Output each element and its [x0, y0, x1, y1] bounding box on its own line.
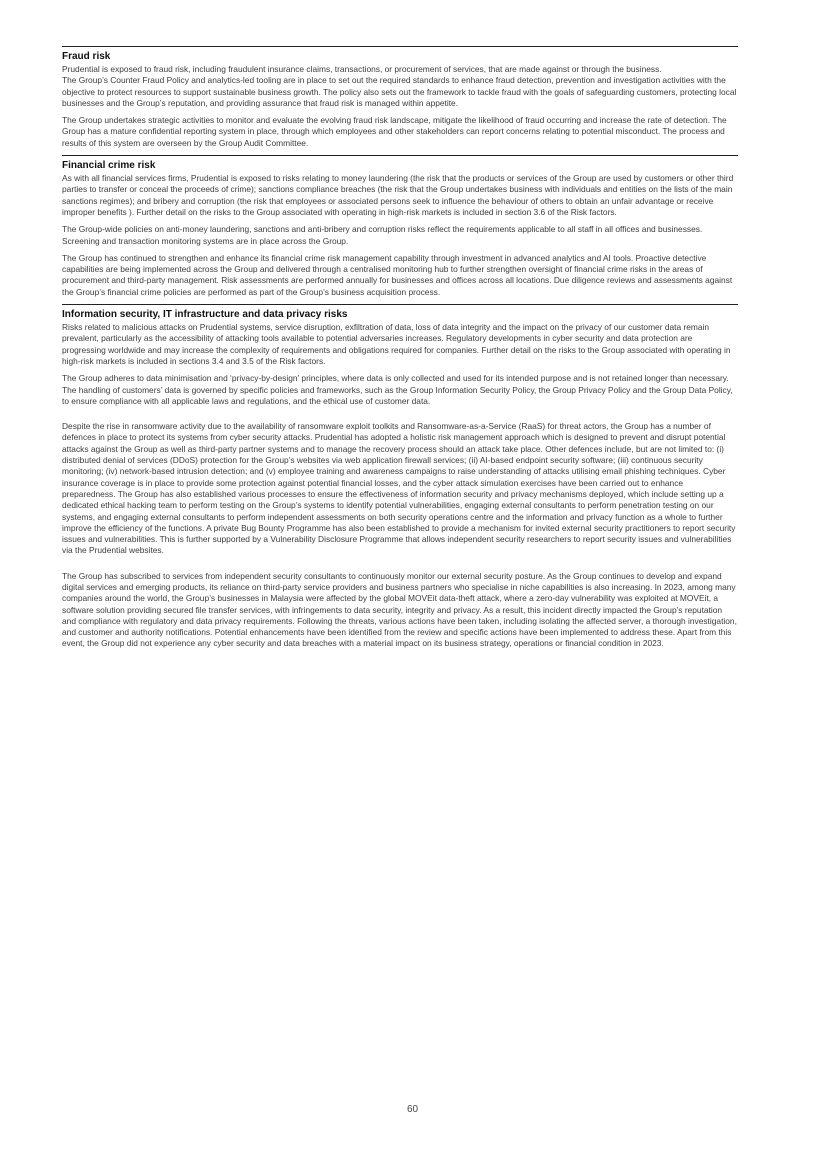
- paragraph: Despite the rise in ransomware activity due to the availability of ransomware exploit toolkits and Ransomware-as-a-Service (RaaS) for threat actors, the Group has a number of defences in place to protect its systems from cyber security attacks. Prudential has adopted a holistic risk management approach which is designed to prevent and disrupt potential attacks against the Group as well as third-party partner systems and to manage the recovery process should an attack take place. Other defences include, but are not limited to: (i) distributed denial of services (DDoS) protection for the Group’s websites via web application firewall services; (ii) AI-based endpoint security software; (iii) continuous security monitoring; (iv) network-based intrusion detection; and (v) employee training and awareness campaigns to raise understanding of attacks utilising email phishing techniques. Cyber insurance coverage is in place to provide some protection against potential financial losses, and the cyber attack simulation exercises have been carried out to enhance preparedness. The Group has also established various processes to ensure the effectiveness of information security and privacy mechanisms deployed, which include setting up a dedicated ethical hacking team to perform testing on the Group’s systems to identify potential vulnerabilities, engaging external consultants to perform penetration testing on our systems, and engaging external consultants to perform independent assessments on both security operations centre and the information and privacy function as a whole to further improve the efficiency of the functions. A private Bug Bounty Programme has also been established to provide a mechanism for invited external security practitioners to report security issues and vulnerabilities. This is further supported by a Vulnerability Disclosure Programme that allows independent security researchers to report security issues and vulnerabilities via the Prudential websites.: [62, 421, 736, 556]
- information-security-risk-section: [62, 304, 738, 650]
- paragraph: Risks related to malicious attacks on Prudential systems, service disruption, exfiltration of data, loss of data integrity and the impact on the privacy of our customer data remain prevalent, particularly as the accessibility of attacking tools available to potential adversaries increases. Regulatory developments in cyber security and data protection are progressing worldwide and may increase the complexity of requirements and obligations required for companies. Further detail on the risks to the Group associated with operating in high-risk markets is included in sections 3.4 and 3.5 of the Risk factors.: [62, 322, 731, 366]
- section-heading: Fraud risk: [62, 51, 111, 62]
- paragraph: Prudential is exposed to fraud risk, including fraudulent insurance claims, transactions, or procurement of services, that are made against or through the business.: [62, 64, 662, 74]
- paragraph: The Group has continued to strengthen and enhance its financial crime risk management capability through investment in advanced analytics and AI tools. Proactive detective capabilities are being implemented across the Group and delivered through a centralised monitoring hub to further strengthen oversight of financial crime risks in the areas of procurement and third-party management. Risk assessments are performed annually for businesses and offices across all locations. Due diligence reviews and assessments against the Group’s financial crime policies are performed as part of the Group’s business acquisition process.: [62, 252, 733, 297]
- financial-crime-risk-section: [62, 155, 738, 298]
- fraud-risk-section: [62, 46, 738, 149]
- page-content: [62, 46, 738, 656]
- spacer: [62, 413, 738, 421]
- paragraph: The Group-wide policies on anti-money laundering, sanctions and anti-bribery and corruption risks reflect the requirements applicable to all staff in all offices and businesses. Screening and transaction monitoring systems are in place across the Group.: [62, 224, 703, 246]
- page-number: 60: [406, 1104, 419, 1115]
- section-heading: Financial crime risk: [62, 160, 156, 172]
- section-heading: Information security, IT infrastructure and data privacy risks: [62, 309, 348, 321]
- paragraph: The Group has subscribed to services from independent security consultants to continuously monitor our external security posture. As the Group continues to develop and expand digital services and emerging products, its reliance on third-party service providers and business partners who specialise in niche capabilities is also increasing. In 2023, among many companies around the world, the Group’s businesses in Malaysia were affected by the global MOVEit data-theft attack, where a zero-day vulnerability was exploited at MOVEit, a software solution providing secured file transfer services, with infringements to data security, integrity and privacy. As a result, this incident directly impacted the Group’s reputation and compliance with regulatory and data privacy requirements. Following the threats, various actions have been taken, including isolating the affected server, a thorough investigation, and customer and authority notifications. Potential enhancements have been identified from the review and specific actions have been implemented to address these. Apart from this event, the Group did not experience any cyber security and data breaches with a material impact on its business strategy, operations or financial condition in 2023.: [62, 570, 737, 649]
- paragraph: The Group undertakes strategic activities to monitor and evaluate the evolving fraud risk landscape, mitigate the likelihood of fraud occurring and increase the rate of detection. The Group has a mature confidential reporting system in place, through which employees and other stakeholders can report concerns relating to potential misconduct. The process and results of this system are overseen by the Group Audit Committee.: [62, 115, 727, 148]
- paragraph: The Group’s Counter Fraud Policy and analytics-led tooling are in place to set out the required standards to enhance fraud detection, prevention and investigation activities with the objective to protect resources to support sustainable business growth. The policy also sets out the framework to tackle fraud with the goals of safeguarding customers, protecting local businesses and the Group’s reputation, and providing assurance that fraud risk is managed within appetite.: [62, 75, 737, 108]
- paragraph: As with all financial services firms, Prudential is exposed to risks relating to money laundering (the risk that the products or services of the Group are used by customers or other third parties to transfer or conceal the proceeds of crime); sanctions compliance breaches (the risk that the Group undertakes business with individuals and entities on the lists of the main sanctions regimes); and bribery and corruption (the risk that employees or associated persons seek to influence the behaviour of others to obtain an unfair advantage or receive improper benefits ). Further detail on the risks to the Group associated with operating in high-risk markets is included in section 3.6 of the Risk factors.: [62, 173, 734, 217]
- paragraph: The Group adheres to data minimisation and ‘privacy-by-design’ principles, where data is only collected and used for its intended purpose and is not retained longer than necessary. The handling of customers’ data is governed by specific policies and frameworks, such as the Group Information Security Policy, the Group Privacy Policy and the Group Data Policy, to ensure compliance with all applicable laws and regulations, and the ethical use of customer data.: [62, 373, 733, 406]
- spacer: [62, 563, 738, 571]
